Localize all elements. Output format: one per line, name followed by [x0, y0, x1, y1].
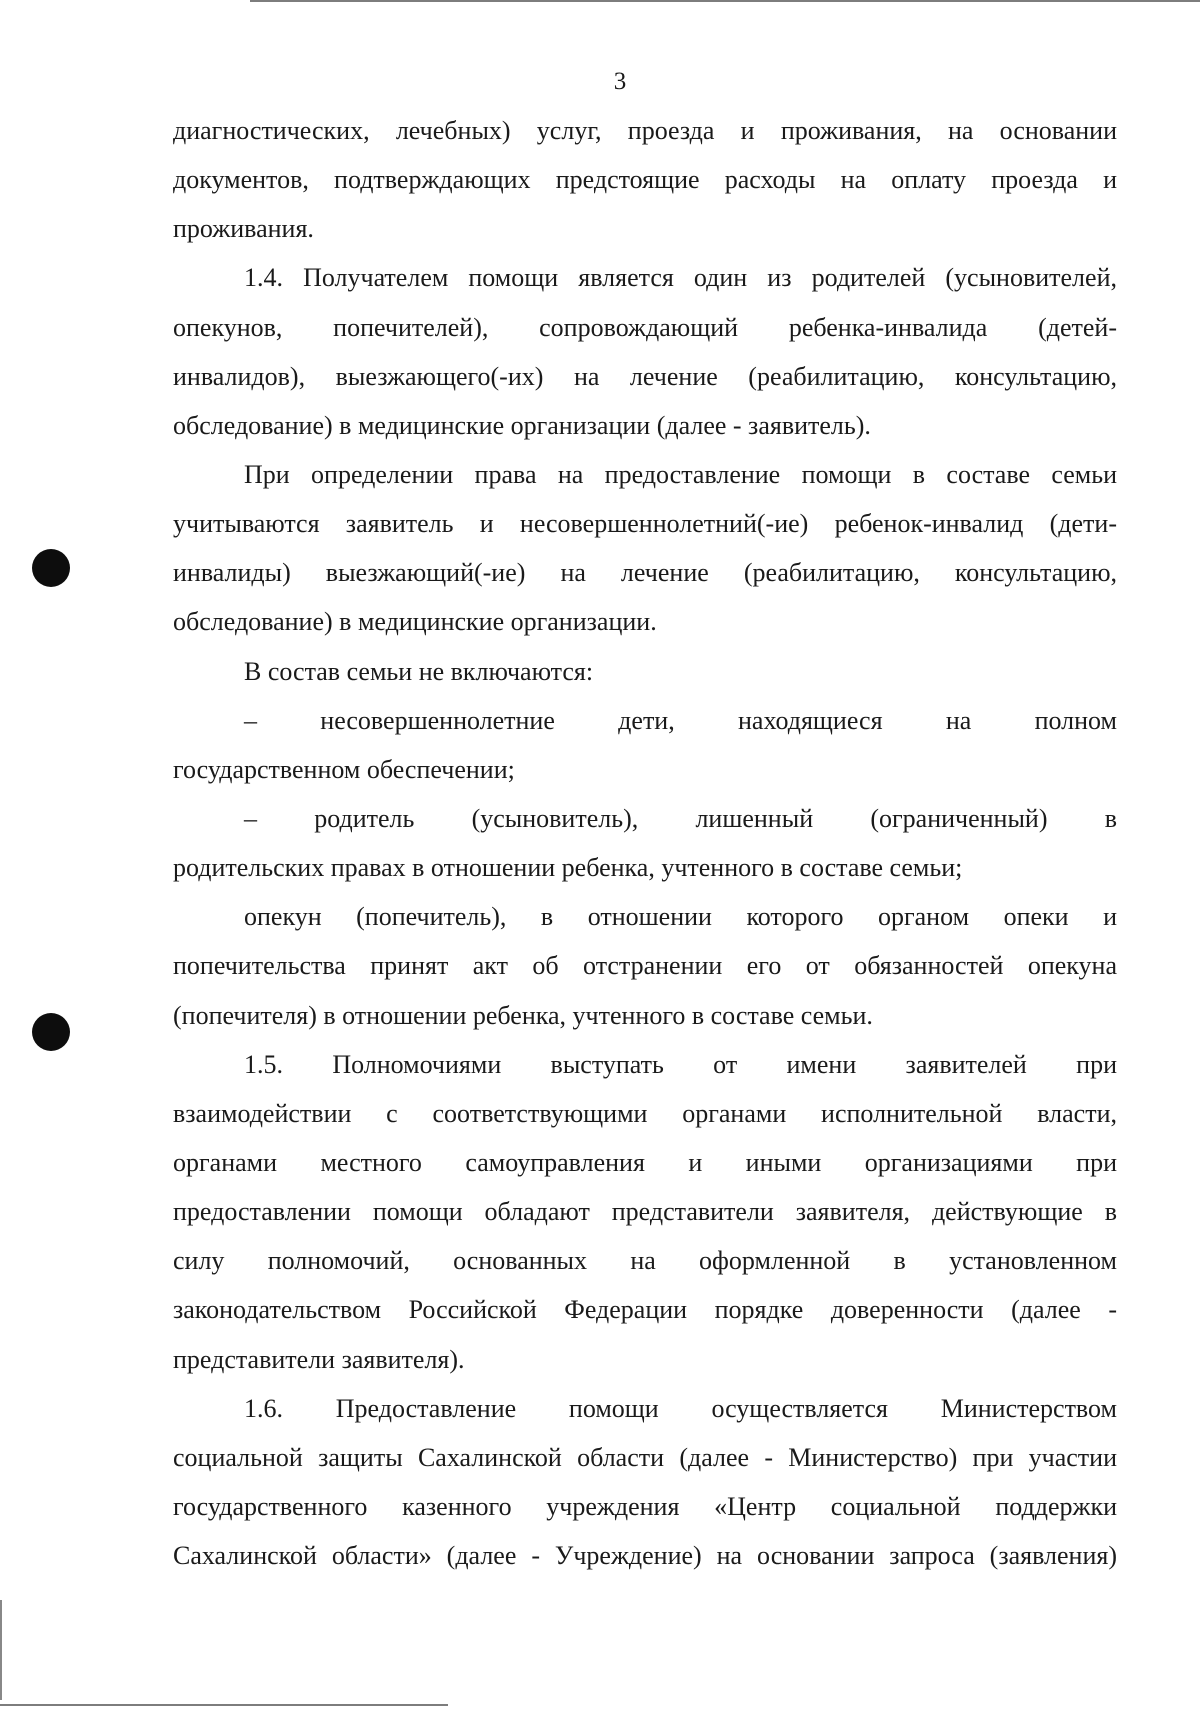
text-line: социальной защиты Сахалинской области (далее - Министерство) при участии: [173, 1442, 1117, 1472]
text-line: законодательством Российской Федерации порядке доверенности (далее -: [173, 1295, 1117, 1325]
text-line: представители заявителя).: [173, 1344, 465, 1374]
text-line: документов, подтверждающих предстоящие расходы на оплату проезда и: [173, 165, 1117, 195]
text-line: учитываются заявитель и несовершеннолетний(-ие) ребенок-инвалид (дети-: [173, 509, 1117, 539]
text-line: – несовершеннолетние дети, находящиеся на полном: [244, 705, 1117, 735]
text-line: попечительства принят акт об отстранении его от обязанностей опекуна: [173, 951, 1117, 981]
text-line: 1.6. Предоставление помощи осуществляется Министерством: [244, 1393, 1117, 1423]
text-line: 1.4. Получателем помощи является один из родителей (усыновителей,: [244, 263, 1117, 293]
text-line: проживания.: [173, 214, 314, 244]
text-line: государственном обеспечении;: [173, 754, 515, 784]
text-line: Сахалинской области» (далее - Учреждение) на основании запроса (заявления): [173, 1541, 1117, 1571]
text-line: предоставлении помощи обладают представители заявителя, действующие в: [173, 1197, 1117, 1227]
text-line: родительских правах в отношении ребенка, учтенного в составе семьи;: [173, 853, 963, 883]
text-line: При определении права на предоставление помощи в составе семьи: [244, 459, 1117, 489]
text-line: 1.5. Полномочиями выступать от имени заявителей при: [244, 1049, 1117, 1079]
text-line: опекун (попечитель), в отношении которого органом опеки и: [244, 902, 1117, 932]
scan-top-edge-line: [250, 0, 1200, 2]
body-text: [173, 106, 1117, 1580]
text-line: (попечителя) в отношении ребенка, учтенного в составе семьи.: [173, 1000, 873, 1030]
scan-left-edge-mark: [0, 1600, 2, 1700]
punch-hole-lower: [32, 1013, 70, 1051]
text-line: диагностических, лечебных) услуг, проезда и проживания, на основании: [173, 116, 1117, 145]
text-line: силу полномочий, основанных на оформленной в установленном: [173, 1246, 1117, 1276]
text-line: обследование) в медицинские организации (далее - заявитель).: [173, 410, 871, 440]
text-line: В состав семьи не включаются:: [244, 656, 594, 686]
text-line: обследование) в медицинские организации.: [173, 607, 657, 637]
text-line: государственного казенного учреждения «Центр социальной поддержки: [173, 1491, 1117, 1521]
text-line: – родитель (усыновитель), лишенный (ограниченный) в: [244, 803, 1117, 833]
text-line: взаимодействии с соответствующими органами исполнительной власти,: [173, 1098, 1117, 1128]
scan-bottom-edge-line: [0, 1704, 448, 1706]
text-line: инвалиды) выезжающий(-ие) на лечение (реабилитацию, консультацию,: [173, 558, 1117, 588]
text-line: инвалидов), выезжающего(-их) на лечение (реабилитацию, консультацию,: [173, 361, 1117, 391]
text-line: опекунов, попечителей), сопровождающий ребенка-инвалида (детей-: [173, 312, 1117, 342]
text-line: органами местного самоуправления и иными организациями при: [173, 1147, 1117, 1177]
page-number: 3: [613, 68, 627, 95]
punch-hole-upper: [32, 549, 70, 587]
